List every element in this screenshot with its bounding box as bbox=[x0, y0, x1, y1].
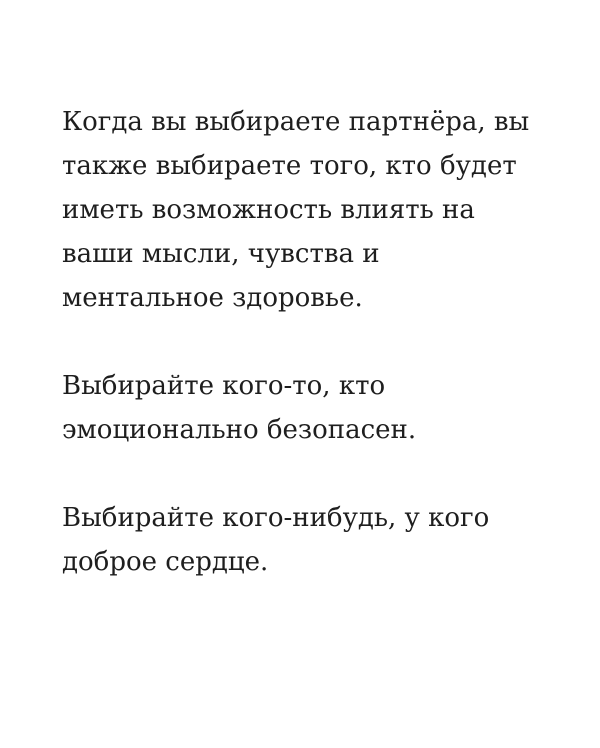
paragraph-partner-choice bbox=[62, 100, 562, 320]
paragraph-kind-heart bbox=[62, 496, 562, 584]
text-line: эмоционально безопасен. bbox=[62, 415, 417, 445]
quote-text-block bbox=[62, 100, 562, 584]
text-line: иметь возможность влиять на bbox=[62, 195, 475, 225]
text-line: также выбираете того, кто будет bbox=[62, 151, 517, 181]
text-line: доброе сердце. bbox=[62, 547, 269, 577]
text-line: ментальное здоровье. bbox=[62, 283, 363, 313]
text-line: Выбирайте кого-то, кто bbox=[62, 371, 386, 401]
text-line: Когда вы выбираете партнёра, вы bbox=[62, 107, 530, 137]
text-line: ваши мысли, чувства и bbox=[62, 239, 380, 269]
paragraph-emotionally-safe bbox=[62, 364, 562, 452]
text-line: Выбирайте кого-нибудь, у кого bbox=[62, 503, 490, 533]
